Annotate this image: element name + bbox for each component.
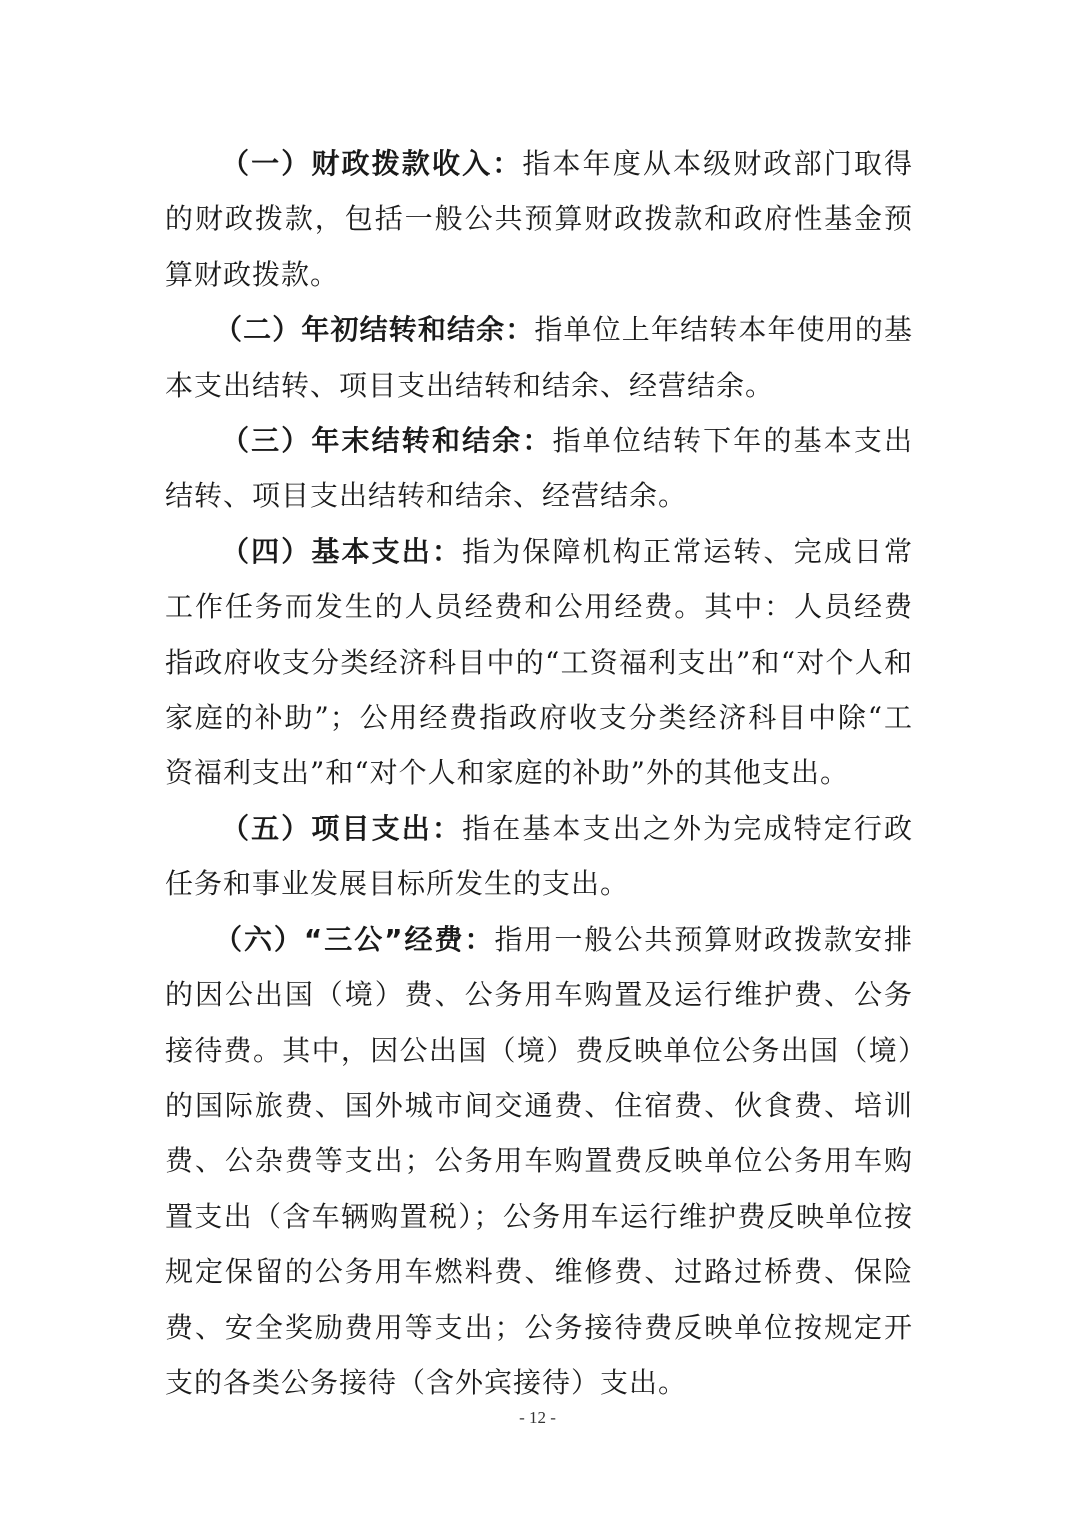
paragraph-text: 指单位结转下年的基本支出结转、项目支出结转和结余、经营结余。 xyxy=(165,424,913,513)
paragraph-heading: （六）“三公”经费： xyxy=(214,922,495,956)
document-body xyxy=(165,136,913,1410)
page-number: - 12 - xyxy=(519,1408,556,1427)
paragraph-text: 指单位上年结转本年使用的基本支出结转、项目支出结转和结余、经营结余。 xyxy=(165,313,913,402)
paragraph-heading: （四）基本支出： xyxy=(221,534,463,568)
paragraph-basic-expenditure xyxy=(165,524,913,801)
paragraph-text: 指在基本支出之外为完成特定行政任务和事业发展目标所发生的支出。 xyxy=(165,811,913,901)
paragraph-year-end-carryover xyxy=(165,413,913,524)
paragraph-heading: （五）项目支出： xyxy=(221,811,463,845)
paragraph-fiscal-appropriation-income xyxy=(165,136,913,302)
paragraph-three-public-expenses xyxy=(165,912,913,1411)
paragraph-heading: （二）年初结转和结余： xyxy=(214,313,535,347)
paragraph-project-expenditure xyxy=(165,801,913,912)
paragraph-heading: （一）财政拨款收入： xyxy=(221,147,523,180)
paragraph-text: 指为保障机构正常运转、完成日常工作任务而发生的人员经费和公用经费。其中：人员经费指政府收支分类经济科目中的“工资福利支出”和“对个人和家庭的补助”；公用经费指政府收支分类经济科目中除“工资福利支出”和“对个人和家庭的补助”外的其他支出。 xyxy=(165,534,913,790)
paragraph-beginning-carryover xyxy=(165,302,913,413)
paragraph-heading: （三）年末结转和结余： xyxy=(221,424,553,458)
paragraph-text: 指用一般公共预算财政拨款安排的因公出国（境）费、公务用车购置及运行维护费、公务接待费。其中，因公出国（境）费反映单位公务出国（境）的国际旅费、国外城市间交通费、住宿费、伙食费、培训费、公杂费等支出；公务用车购置费反映单位公务用车购置支出（含车辆购置税）；公务用车运行维护费反映单位按规定保留的公务用车燃料费、维修费、过路过桥费、保险费、安全奖励费用等支出；公务接待费反映单位按规定开支的各类公务接待（含外宾接待）支出。 xyxy=(165,922,913,1399)
paragraph-text: 指本年度从本级财政部门取得的财政拨款，包括一般公共预算财政拨款和政府性基金预算财政拨款。 xyxy=(165,147,913,291)
